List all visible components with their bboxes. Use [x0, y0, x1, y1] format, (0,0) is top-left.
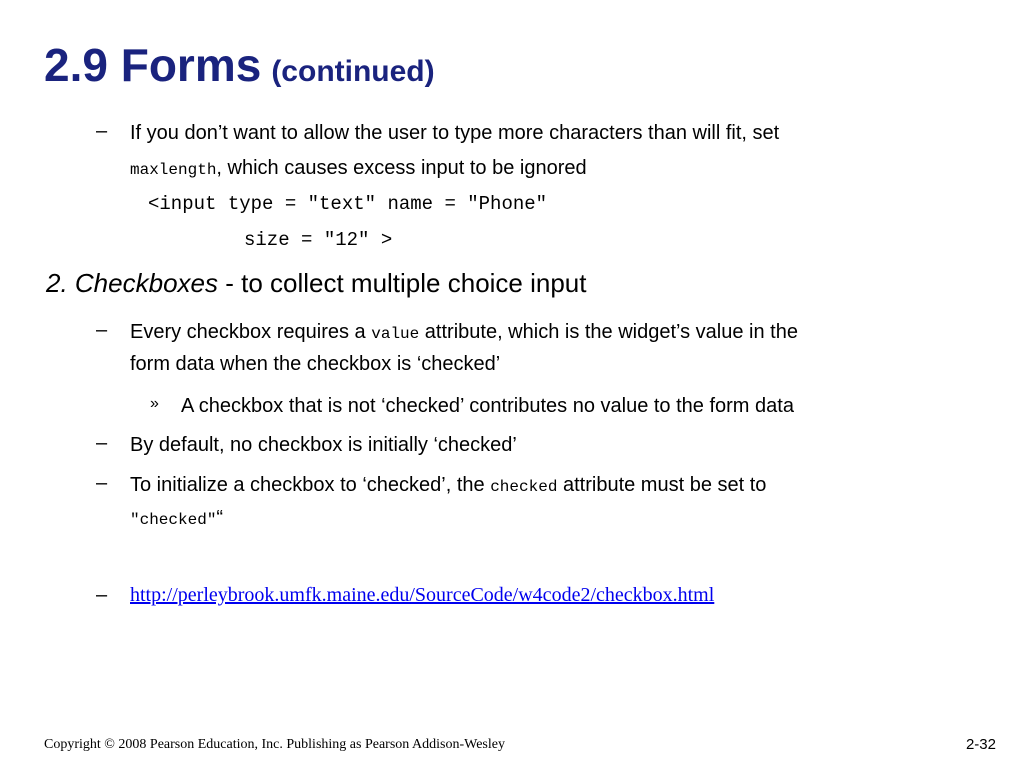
bullet-dash: –: [96, 584, 108, 606]
maxlength-line1: If you don’t want to allow the user to type more characters than will fit, set: [130, 122, 780, 144]
initialize-line2: [130, 505, 223, 533]
bullet-dash: –: [96, 432, 108, 454]
title-main: 2.9 Forms: [44, 39, 262, 91]
page-number: 2-32: [965, 736, 996, 753]
value-attr-line1: [130, 319, 798, 347]
maxlength-code: maxlength: [130, 161, 217, 179]
value-code: value: [371, 325, 420, 343]
initialize-after: attribute must be set to: [557, 474, 767, 496]
checkbox-example-link[interactable]: http://perleybrook.umfk.maine.edu/SourceCode/w4code2/checkbox.html: [130, 584, 715, 606]
value-attr-before: Every checkbox requires a: [130, 321, 372, 343]
slide-title: [44, 38, 435, 92]
checked-code: checked: [490, 478, 558, 496]
value-attr-after: attribute, which is the widget’s value in the: [419, 321, 798, 343]
bullet-dash: –: [96, 120, 108, 142]
initialize-line1: [130, 472, 766, 500]
checkboxes-heading-rest: - to collect multiple choice input: [217, 268, 587, 298]
code-input-line2: size = "12" >: [244, 229, 393, 251]
title-sub: (continued): [271, 55, 435, 88]
maxlength-line2: [130, 155, 587, 183]
initialize-line2-after: “: [216, 507, 224, 529]
default-unchecked-line: By default, no checkbox is initially ‘checked’: [130, 434, 517, 456]
footer-copyright: Copyright © 2008 Pearson Education, Inc. Publishing as Pearson Addison-Wesley: [44, 737, 505, 752]
bullet-dash: –: [96, 319, 108, 341]
bullet-raquo: »: [150, 395, 159, 412]
maxlength-line2-text: , which causes excess input to be ignored: [216, 157, 587, 179]
value-attr-line2: form data when the checkbox is ‘checked’: [130, 353, 501, 375]
checkboxes-heading: [46, 268, 587, 299]
checked-value-code: "checked": [130, 511, 217, 529]
initialize-before: To initialize a checkbox to ‘checked’, the: [130, 474, 491, 496]
code-input-line1: <input type = "text" name = "Phone": [148, 193, 548, 215]
checkboxes-heading-italic: 2. Checkboxes: [46, 268, 218, 298]
bullet-dash: –: [96, 472, 108, 494]
not-checked-line: A checkbox that is not ‘checked’ contributes no value to the form data: [181, 395, 794, 417]
